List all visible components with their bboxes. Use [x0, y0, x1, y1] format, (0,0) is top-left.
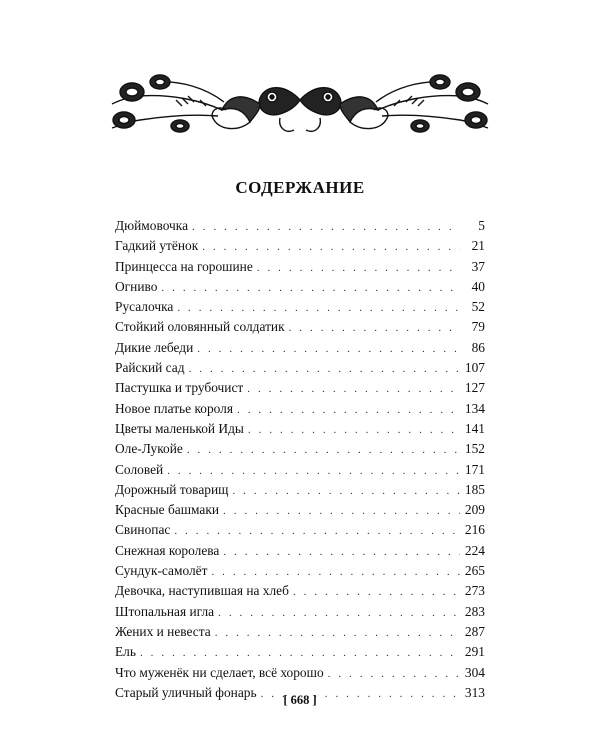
dot-leader — [215, 623, 460, 642]
toc-entry-page: 141 — [464, 420, 485, 436]
toc-entry[interactable] — [115, 338, 485, 358]
dot-leader — [211, 562, 460, 581]
dot-leader — [223, 501, 460, 520]
toc-entry-page: 291 — [464, 644, 485, 660]
page-number: [ 668 ] — [283, 693, 317, 707]
toc-entry-title: Стойкий оловянный солдатик — [115, 319, 285, 335]
toc-entry-page: 86 — [471, 339, 485, 355]
toc-entry-page: 224 — [464, 542, 485, 558]
dot-leader — [237, 400, 460, 419]
toc-entry[interactable] — [115, 317, 485, 337]
toc-entry-page: 40 — [471, 278, 485, 294]
toc-entry[interactable] — [115, 480, 485, 500]
toc-entry-page: 21 — [471, 238, 485, 254]
toc-entry-title: Старый уличный фонарь — [115, 684, 257, 700]
toc-entry-page: 171 — [464, 461, 485, 477]
toc-entry-page: 152 — [464, 441, 485, 457]
toc-entry-page: 209 — [464, 502, 485, 518]
toc-entry[interactable] — [115, 460, 485, 480]
toc-entry[interactable] — [115, 216, 485, 236]
toc-entry-page: 37 — [471, 258, 485, 274]
toc-entry-title: Дорожный товарищ — [115, 481, 229, 497]
toc-entry-page: 287 — [464, 623, 485, 639]
table-of-contents — [115, 216, 485, 703]
toc-entry-title: Красные башмаки — [115, 502, 220, 518]
toc-entry[interactable] — [115, 500, 485, 520]
toc-entry[interactable] — [115, 378, 485, 398]
toc-entry-title: Новое платье короля — [115, 400, 234, 416]
toc-entry-title: Цветы маленькой Иды — [115, 420, 244, 436]
toc-entry[interactable] — [115, 439, 485, 459]
toc-entry-page: 79 — [471, 319, 485, 335]
dot-leader — [289, 318, 460, 337]
toc-entry-page: 216 — [464, 522, 485, 538]
toc-entry[interactable] — [115, 257, 485, 277]
toc-entry-page: 304 — [464, 664, 485, 680]
dot-leader — [257, 258, 460, 277]
toc-entry-title: Гадкий утёнок — [115, 238, 199, 254]
dot-leader — [232, 481, 460, 500]
toc-entry-title: Что муженёк ни сделает, всё хорошо — [115, 664, 324, 680]
dot-leader — [328, 664, 460, 683]
dot-leader — [161, 278, 460, 297]
toc-entry[interactable] — [115, 622, 485, 642]
toc-entry[interactable] — [115, 561, 485, 581]
toc-entry[interactable] — [115, 419, 485, 439]
dot-leader — [187, 440, 460, 459]
toc-entry[interactable] — [115, 236, 485, 256]
toc-entry-title: Принцесса на горошине — [115, 258, 253, 274]
ornament-header — [110, 70, 490, 140]
toc-entry-title: Жених и невеста — [115, 623, 211, 639]
toc-entry-page: 273 — [464, 583, 485, 599]
dot-leader — [223, 542, 460, 561]
toc-entry[interactable] — [115, 541, 485, 561]
toc-entry-page: 107 — [464, 360, 485, 376]
toc-entry[interactable] — [115, 642, 485, 662]
dot-leader — [167, 461, 460, 480]
toc-entry-page: 265 — [464, 563, 485, 579]
toc-entry-title: Дикие лебеди — [115, 339, 194, 355]
toc-entry-title: Русалочка — [115, 299, 174, 315]
toc-entry-title: Штопальная игла — [115, 603, 215, 619]
toc-entry-title: Огниво — [115, 278, 158, 294]
dot-leader — [189, 359, 460, 378]
dot-leader — [140, 643, 460, 662]
toc-entry-page: 5 — [478, 218, 485, 233]
dot-leader — [174, 521, 460, 540]
toc-entry[interactable] — [115, 297, 485, 317]
dot-leader — [192, 217, 460, 236]
toc-entry-title: Соловей — [115, 461, 164, 477]
toc-entry[interactable] — [115, 399, 485, 419]
page-title: СОДЕРЖАНИЕ — [235, 178, 365, 197]
toc-entry-title: Девочка, наступившая на хлеб — [115, 583, 289, 599]
toc-entry-title: Пастушка и трубочист — [115, 380, 244, 396]
toc-entry[interactable] — [115, 581, 485, 601]
toc-entry-page: 283 — [464, 603, 485, 619]
dot-leader — [248, 420, 460, 439]
dot-leader — [177, 298, 460, 317]
toc-entry-title: Снежная королева — [115, 542, 220, 558]
toc-entry[interactable] — [115, 358, 485, 378]
dot-leader — [247, 379, 460, 398]
toc-entry-page: 127 — [464, 380, 485, 396]
dot-leader — [197, 339, 460, 358]
toc-entry[interactable] — [115, 277, 485, 297]
toc-entry-title: Оле-Лукойе — [115, 441, 183, 457]
toc-entry[interactable] — [115, 520, 485, 540]
dot-leader — [293, 582, 460, 601]
toc-entry-page: 185 — [464, 481, 485, 497]
toc-entry-title: Ель — [115, 644, 136, 660]
toc-entry[interactable] — [115, 663, 485, 683]
dot-leader — [202, 237, 460, 256]
toc-entry-title: Свинопас — [115, 522, 171, 538]
toc-entry-title: Райский сад — [115, 360, 185, 376]
toc-entry-title: Сундук-самолёт — [115, 563, 208, 579]
toc-entry[interactable] — [115, 602, 485, 622]
toc-entry-page: 313 — [464, 684, 485, 700]
toc-entry-title: Дюймовочка — [115, 218, 189, 233]
toc-entry-page: 134 — [464, 400, 485, 416]
dot-leader — [218, 603, 460, 622]
toc-entry-page: 52 — [471, 299, 485, 315]
